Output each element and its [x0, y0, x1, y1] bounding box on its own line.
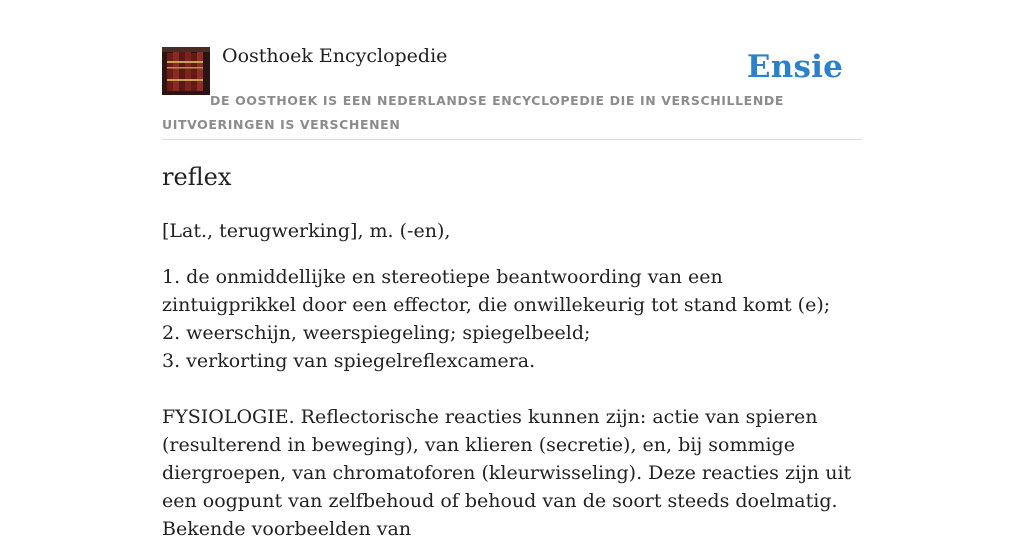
entry-title: reflex — [162, 163, 232, 191]
definition-list — [162, 263, 862, 375]
site-name[interactable]: Oosthoek Encyclopedie — [222, 45, 448, 67]
definition-item: 3. verkorting van spiegelreflexcamera. — [162, 350, 536, 372]
definition-item: 1. de onmiddellijke en stereotiepe beantwoording van een zintuigprikkel door een effector, die onwillekeurig tot stand komt (e); — [162, 266, 831, 316]
entry-etymology: [Lat., terugwerking], m. (-en), — [162, 220, 451, 242]
page-container — [162, 0, 862, 540]
encyclopedia-books-icon[interactable] — [162, 47, 210, 95]
definition-item: 2. weerschijn, weerspiegeling; spiegelbeeld; — [162, 322, 591, 344]
site-header — [162, 0, 862, 140]
entry-body-text: FYSIOLOGIE. Reflectorische reacties kunnen zijn: actie van spieren (resulterend in beweging), van klieren (secretie), en, bij sommige diergroepen, van chromatoforen (kleurwisseling). Deze reacties zijn uit een oogpunt van zelfbehoud of behoud van de soort steeds doelmatig. Bekende voorbeelden van — [162, 406, 852, 540]
site-tagline: DE OOSTHOEK IS EEN NEDERLANDSE ENCYCLOPEDIE DIE IN VERSCHILLENDE UITVOERINGEN IS VERSCHENEN — [162, 93, 784, 132]
brand-logo-link[interactable]: Ensie — [746, 49, 843, 85]
